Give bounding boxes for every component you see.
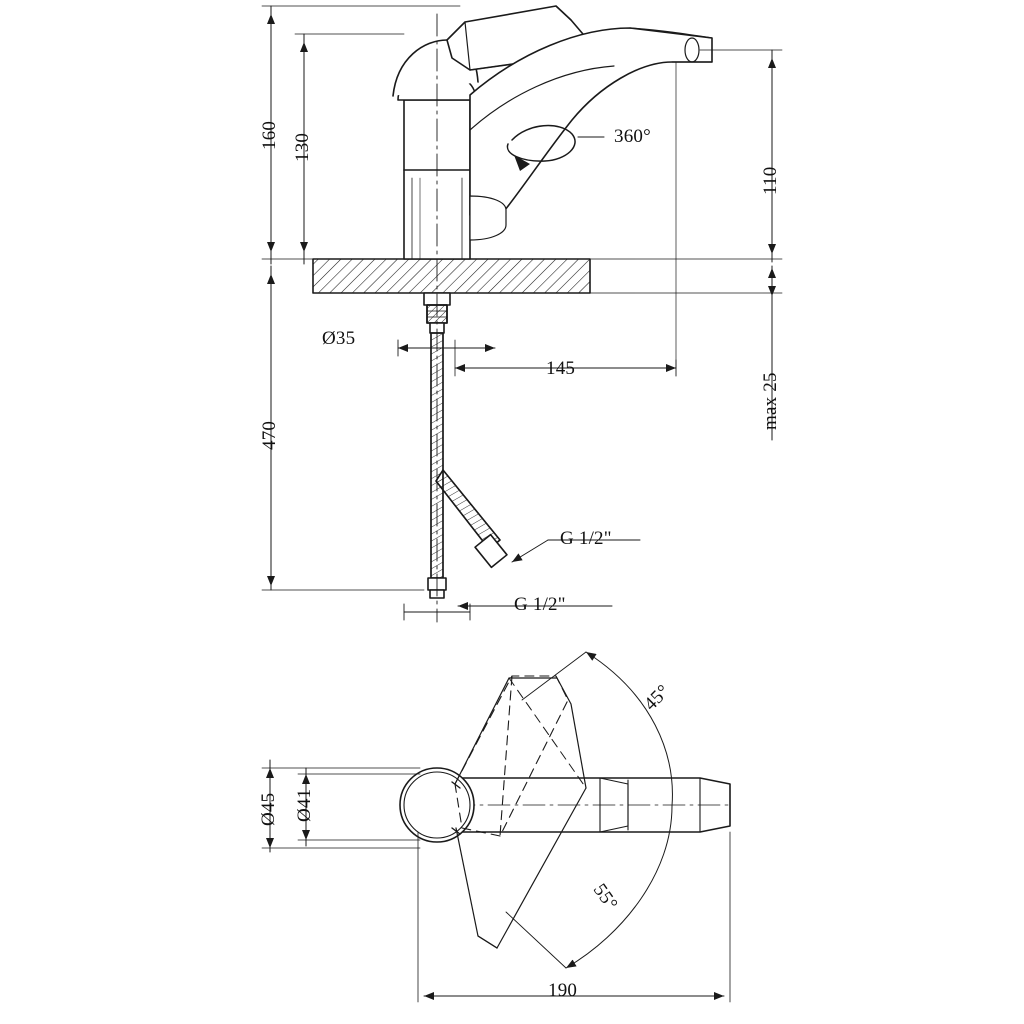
dimension-label-plan-outer-diameter: Ø45 [258,792,279,826]
dimension-label-height-total: 160 [259,120,280,150]
countertop-section [313,259,590,293]
dimension-label-rotation: 360° [614,126,651,147]
plan-view [400,676,730,948]
dimension-label-spout-reach: 145 [546,358,576,379]
dimension-label-height-body: 130 [292,132,313,162]
dimension-label-plan-total-length: 190 [548,980,578,1001]
dimension-label-spout-height: 110 [760,166,781,195]
dimension-label-thread-upper: G 1/2" [560,528,612,549]
dimension-label-swivel-left: 45° [640,680,675,715]
flexible-hoses [428,333,507,598]
dimension-label-deck-thickness: max 25 [760,372,781,430]
dimension-label-hose-length: 470 [259,420,280,450]
dimension-label-plan-inner-diameter: Ø41 [294,788,315,822]
dimension-label-thread-lower: G 1/2" [514,594,566,615]
dimension-label-hole-diameter: Ø35 [322,328,356,349]
dimension-label-swivel-right: 55° [588,880,622,915]
spout-base-collar [470,196,506,240]
